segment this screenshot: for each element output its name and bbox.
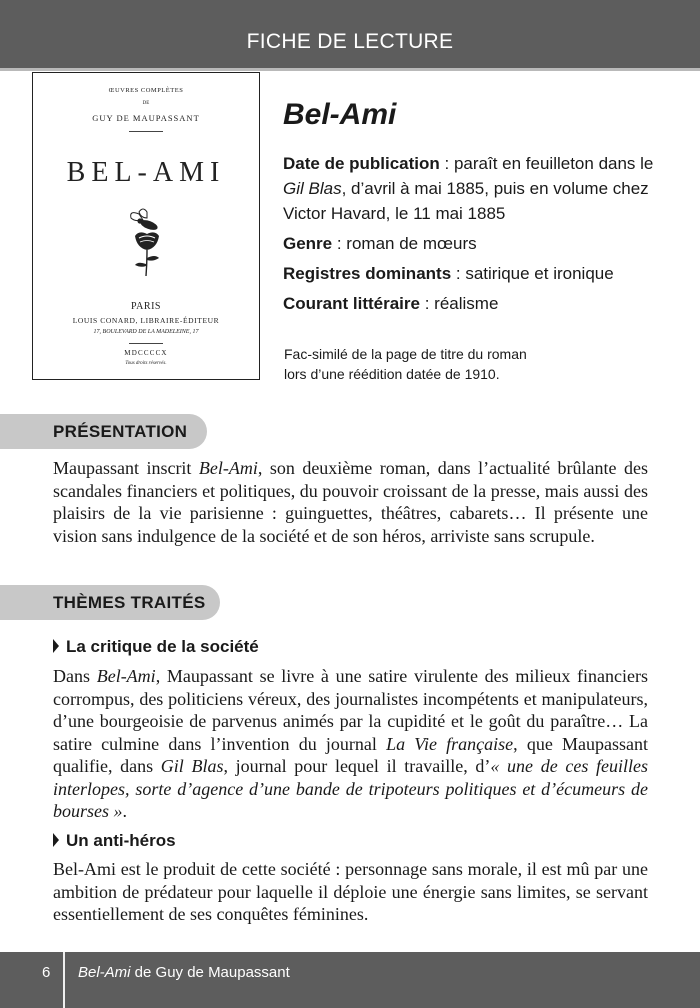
title-page-facsimile	[32, 72, 260, 380]
footer-source	[78, 964, 290, 981]
presentation-heading: PRÉSENTATION	[0, 414, 207, 449]
courant-label: Courant littéraire	[283, 294, 420, 313]
critique-text-5: .	[122, 801, 128, 821]
registres-value: : satirique et ironique	[451, 264, 614, 283]
bullet-triangle-icon	[53, 833, 59, 847]
page-number: 6	[42, 964, 51, 981]
facsimile-rule-2	[129, 343, 163, 344]
book-title: Bel-Ami	[283, 98, 397, 131]
caption-line-2: lors d’une réédition datée de 1910.	[284, 366, 500, 382]
publication-text-1: : paraît en feuilleton dans le	[439, 154, 654, 173]
book-info	[283, 151, 678, 321]
critique-text-2: , Maupassant se livre à une satire virulente des milieux financiers corrompus, des politiciens véreux, des journalistes incompétents et manipulateurs, d’une bourgeoisie de parvenus animés par la cupidité et le goût du paraître… La satire culmine dans l’invention du journal	[53, 666, 648, 754]
subheading-antihero-label: Un anti-héros	[66, 831, 176, 850]
antihero-paragraph: Bel-Ami est le produit de cette société : personnage sans morale, il est mû par une ambition de prédateur pour laquelle il déploie une énergie sans limites, se servant essentiellement de ses conquêtes féminines.	[53, 859, 648, 924]
footer-divider	[63, 952, 65, 1008]
registres-label: Registres dominants	[283, 264, 452, 283]
publication-label: Date de publication	[283, 154, 440, 173]
facsimile-de: DE	[142, 101, 150, 106]
header-rule	[0, 68, 700, 71]
facsimile-oeuvres: ŒUVRES COMPLÈTES	[108, 87, 184, 94]
critique-italic-2: La Vie française	[386, 733, 514, 754]
bullet-triangle-icon	[53, 639, 59, 653]
facsimile-year: MDCCCCX	[124, 349, 168, 357]
presentation-italic: Bel-Ami	[198, 458, 258, 478]
critique-text-1: Dans	[53, 666, 97, 686]
footer-title-italic: Bel-Ami	[78, 964, 131, 981]
critique-quote: « une de ces feuilles interlopes, sorte d’agence d’une bande de tripoteurs politiques et d’écumeurs de bourses »	[53, 756, 648, 821]
presentation-paragraph	[53, 457, 648, 547]
courant-value: : réalisme	[419, 294, 499, 313]
publication-info	[283, 151, 678, 226]
critique-italic-1: Bel-Ami	[96, 666, 156, 686]
facsimile-rights: Tous droits réservés.	[125, 361, 167, 366]
critique-paragraph	[53, 665, 648, 823]
facsimile-publisher: LOUIS CONARD, LIBRAIRE-ÉDITEUR	[72, 316, 220, 325]
facsimile-caption	[284, 344, 584, 384]
subheading-critique	[53, 637, 259, 657]
facsimile-title: BEL-AMI	[66, 157, 226, 188]
footer-title-rest: de Guy de Maupassant	[130, 964, 290, 981]
facsimile-city: PARIS	[131, 301, 161, 312]
facsimile-author: GUY DE MAUPASSANT	[92, 113, 200, 123]
header-band	[0, 0, 700, 68]
critique-text-4: , journal pour lequel il travaille, d’	[223, 756, 491, 776]
presentation-text-1: Maupassant inscrit	[53, 458, 199, 478]
caption-line-1: Fac-similé de la page de titre du roman	[284, 346, 527, 362]
facsimile-rule	[129, 131, 163, 132]
critique-text-3: , que Maupassant qualifie, dans	[53, 733, 648, 776]
themes-heading: THÈMES TRAITÉS	[0, 585, 220, 620]
genre-info	[283, 231, 678, 256]
facsimile-address: 17, BOULEVARD DE LA MADELEINE, 17	[93, 329, 199, 335]
courant-info	[283, 291, 678, 316]
publication-gil-blas: Gil Blas	[283, 179, 342, 198]
page-title: FICHE DE LECTURE	[246, 30, 454, 53]
publication-text-2: , d’avril à mai 1885, puis en volume chez Victor Havard, le 11 mai 1885	[283, 179, 649, 223]
presentation-text-2: , son deuxième roman, dans l’actualité brûlante des scandales financiers et politiques, du pouvoir croissant de la presse, mais aussi des plaisirs de la vie parisienne : guinguettes, théâtres, cabarets… Il présente une vision sans indulgence de la société et de son héros, arriviste sans scrupule.	[53, 458, 648, 546]
genre-value: : roman de mœurs	[332, 234, 477, 253]
subheading-critique-label: La critique de la société	[66, 637, 259, 656]
registres-info	[283, 261, 678, 286]
critique-italic-3: Gil Blas	[160, 756, 224, 776]
footer-band	[0, 952, 700, 1008]
genre-label: Genre	[283, 234, 333, 253]
bee-flower-emblem-icon	[125, 208, 169, 278]
subheading-antihero	[53, 831, 176, 851]
